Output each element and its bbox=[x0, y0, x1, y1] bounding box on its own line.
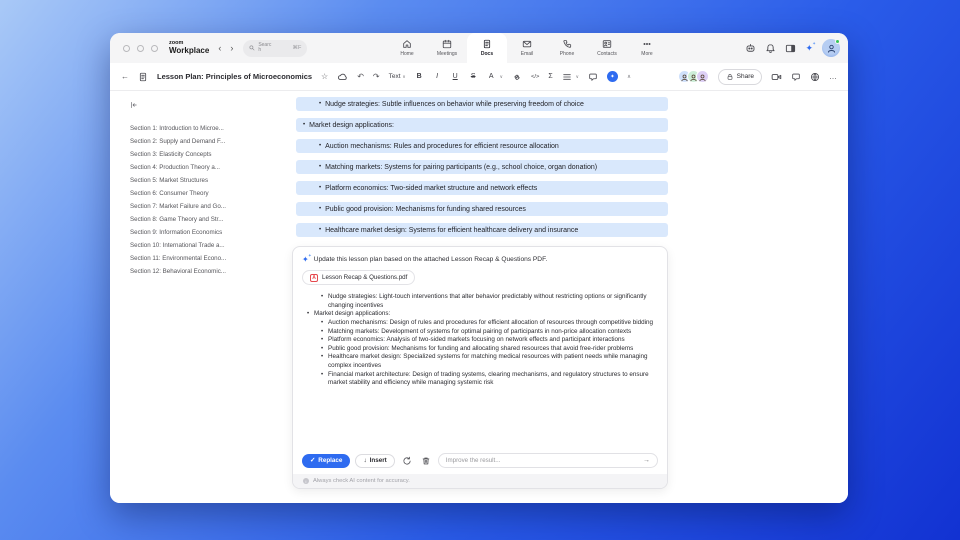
sidebar-item-section-3[interactable]: Section 3: Elasticity Concepts bbox=[130, 151, 212, 158]
replace-label: Replace bbox=[318, 457, 343, 464]
formula-sigma-button[interactable]: Σ bbox=[548, 73, 553, 80]
doc-line[interactable]: • Market design applications: bbox=[296, 118, 668, 132]
email-icon bbox=[522, 39, 532, 49]
notifications-bell-icon[interactable] bbox=[765, 43, 776, 54]
redo-icon[interactable]: ↷ bbox=[372, 71, 380, 81]
ai-companion-button[interactable]: ✦ bbox=[607, 71, 618, 82]
doc-line[interactable]: • Public good provision: Mechanisms for funding shared resources bbox=[296, 202, 668, 216]
underline-button[interactable]: U bbox=[452, 73, 458, 80]
tab-label: Email bbox=[520, 51, 534, 57]
collaborator-avatar[interactable] bbox=[696, 70, 709, 83]
zoom-workplace-window bbox=[110, 33, 848, 503]
phone-icon bbox=[562, 39, 572, 49]
tab-docs[interactable] bbox=[467, 33, 507, 63]
assistant-robot-icon[interactable] bbox=[745, 43, 756, 54]
sidebar-item-section-4[interactable]: Section 4: Production Theory a... bbox=[130, 164, 220, 171]
ai-actions-row bbox=[293, 448, 667, 474]
doc-line-text: Platform economics: Two-sided market structure and network effects bbox=[325, 184, 538, 192]
search-placeholder: Search bbox=[258, 41, 272, 53]
tab-contacts[interactable] bbox=[587, 33, 627, 63]
lock-icon bbox=[726, 73, 734, 81]
logo-zoom-text: zoom bbox=[169, 39, 184, 46]
check-icon: ✓ bbox=[310, 457, 316, 464]
home-icon bbox=[402, 39, 412, 49]
ai-sparkle-icon: ✦ ✦ bbox=[302, 253, 312, 264]
text-color-button[interactable]: A bbox=[488, 73, 494, 80]
online-status-dot bbox=[835, 39, 840, 44]
doc-line-text: Healthcare market design: Systems for efficient healthcare delivery and insurance bbox=[325, 226, 579, 234]
tab-label: More bbox=[641, 51, 653, 57]
titlebar-right-icons bbox=[745, 33, 840, 63]
ai-bullet: • Auction mechanisms: Design of rules and procedures for efficient allocation of resources through competitive bidding bbox=[321, 319, 655, 328]
tab-label: Contacts bbox=[597, 51, 617, 57]
doc-icon[interactable] bbox=[138, 72, 148, 82]
logo-workplace-text: Workplace bbox=[169, 46, 210, 56]
document-title: Lesson Plan: Principles of Microeconomics bbox=[157, 72, 313, 81]
sidebar-item-section-1[interactable]: Section 1: Introduction to Microe... bbox=[130, 125, 224, 132]
ai-bullet: • Nudge strategies: Light-touch interventions that alter behavior predictably without restricting options or significantly changing incentives bbox=[321, 293, 655, 310]
insert-label: Insert bbox=[369, 457, 387, 464]
main-nav bbox=[387, 33, 667, 63]
titlebar bbox=[110, 33, 848, 63]
doc-line-text: Nudge strategies: Subtle influences on behavior while preserving freedom of choice bbox=[325, 100, 584, 108]
send-arrow-icon[interactable]: → bbox=[643, 457, 650, 464]
text-style-menu[interactable]: Text ∨ bbox=[388, 73, 406, 80]
tab-meetings[interactable] bbox=[427, 33, 467, 63]
list-menu-caret-icon: ∨ bbox=[575, 73, 579, 79]
ai-prompt-text: Update this lesson plan based on the attached Lesson Recap & Questions PDF. bbox=[313, 256, 548, 263]
minimize-window-button[interactable] bbox=[137, 45, 144, 52]
ai-disclaimer-text: Always check AI content for accuracy. bbox=[313, 478, 410, 484]
collapse-toolbar-icon[interactable]: ∧ bbox=[626, 73, 631, 80]
doc-line[interactable]: • Platform economics: Two-sided market structure and network effects bbox=[296, 181, 668, 195]
sidebar-item-section-10[interactable]: Section 10: International Trade a... bbox=[130, 242, 225, 249]
ai-bullet: • Healthcare market design: Specialized systems for matching medical resources with patient needs while managing complex incentives bbox=[321, 353, 655, 370]
chat-icon[interactable] bbox=[791, 72, 801, 82]
ai-disclaimer-bar bbox=[293, 474, 667, 488]
doc-line-text: Auction mechanisms: Rules and procedures for efficient resource allocation bbox=[325, 142, 559, 150]
nav-forward-icon[interactable]: › bbox=[230, 43, 234, 53]
star-icon[interactable]: ☆ bbox=[321, 71, 329, 81]
search-icon bbox=[249, 45, 255, 51]
zoom-window-button[interactable] bbox=[151, 45, 158, 52]
traffic-lights bbox=[123, 45, 158, 52]
doc-line[interactable]: • Nudge strategies: Subtle influences on behavior while preserving freedom of choice bbox=[296, 97, 668, 111]
sidebar-item-section-12[interactable]: Section 12: Behavioral Economic... bbox=[130, 268, 226, 275]
ai-bullet: • Financial market architecture: Design of trading systems, clearing mechanisms, and regulatory structures to ensure market stability and efficiency while managing systemic risk bbox=[321, 371, 655, 388]
globe-icon[interactable] bbox=[810, 72, 820, 82]
sidebar-item-section-9[interactable]: Section 9: Information Economics bbox=[130, 229, 223, 236]
attachment-name: Lesson Recap & Questions.pdf bbox=[322, 274, 408, 281]
attachment-chip[interactable] bbox=[302, 270, 415, 285]
share-label: Share bbox=[736, 73, 754, 80]
trash-icon bbox=[421, 456, 431, 466]
tab-phone[interactable] bbox=[547, 33, 587, 63]
zoom-workplace-logo bbox=[169, 41, 209, 56]
more-dots-icon bbox=[642, 39, 652, 49]
tab-label: Docs bbox=[480, 51, 494, 57]
cloud-sync-icon bbox=[337, 72, 348, 81]
link-icon[interactable] bbox=[512, 72, 522, 82]
ai-prompt-row bbox=[293, 247, 667, 264]
sidebar-item-section-5[interactable]: Section 5: Market Structures bbox=[130, 177, 209, 184]
strikethrough-button[interactable]: S bbox=[470, 73, 476, 80]
tab-label: Phone bbox=[559, 51, 575, 57]
search-input[interactable] bbox=[243, 40, 307, 57]
refresh-icon bbox=[402, 456, 412, 466]
doc-line-text: Matching markets: Systems for pairing participants (e.g., school choice, organ donation) bbox=[325, 163, 598, 171]
discard-button[interactable] bbox=[419, 456, 433, 466]
doc-line[interactable]: • Healthcare market design: Systems for efficient healthcare delivery and insurance bbox=[296, 223, 668, 237]
tab-label: Meetings bbox=[436, 51, 458, 57]
replace-button[interactable] bbox=[302, 454, 350, 468]
tab-label: Home bbox=[400, 51, 414, 57]
close-window-button[interactable] bbox=[123, 45, 130, 52]
doc-line-text: Market design applications: bbox=[309, 121, 394, 129]
ai-companion-panel bbox=[292, 246, 668, 489]
tab-email[interactable] bbox=[507, 33, 547, 63]
text-color-caret-icon: ∨ bbox=[499, 73, 503, 79]
doc-line[interactable]: • Matching markets: Systems for pairing participants (e.g., school choice, organ donation) bbox=[296, 160, 668, 174]
regenerate-button[interactable] bbox=[400, 456, 414, 466]
docs-icon bbox=[482, 39, 492, 49]
ai-bullet: • Public good provision: Mechanisms for funding and allocating shared resources that avoid free-rider problems bbox=[321, 345, 655, 354]
info-icon: i bbox=[303, 478, 309, 484]
toolbar-more-icon[interactable]: … bbox=[829, 71, 837, 81]
list-menu-icon[interactable] bbox=[562, 72, 572, 82]
pdf-icon: A bbox=[310, 274, 318, 282]
tab-more[interactable] bbox=[627, 33, 667, 63]
video-camera-icon[interactable] bbox=[771, 72, 782, 82]
ai-bullet: • Platform economics: Analysis of two-sided markets focusing on network effects and participant interactions bbox=[321, 336, 655, 345]
italic-button[interactable]: I bbox=[436, 73, 439, 80]
back-icon[interactable]: ← bbox=[121, 71, 129, 81]
down-arrow-icon: ↓ bbox=[363, 457, 367, 464]
side-panel-toggle-icon[interactable] bbox=[785, 43, 796, 54]
sidebar-item-section-2[interactable]: Section 2: Supply and Demand F... bbox=[130, 138, 226, 145]
sidebar-item-section-7[interactable]: Section 7: Market Failure and Go... bbox=[130, 203, 226, 210]
tab-home[interactable] bbox=[387, 33, 427, 63]
improve-input-wrap bbox=[438, 453, 658, 468]
bold-button[interactable]: B bbox=[416, 73, 422, 80]
nav-back-icon[interactable]: ‹ bbox=[218, 43, 222, 53]
doc-line-text: Public good provision: Mechanisms for funding shared resources bbox=[325, 205, 526, 213]
document-toolbar bbox=[110, 63, 848, 91]
collaborator-avatars bbox=[678, 70, 709, 83]
user-avatar[interactable] bbox=[822, 39, 840, 57]
doc-line[interactable]: • Auction mechanisms: Rules and procedures for efficient resource allocation bbox=[296, 139, 668, 153]
outline-sidebar bbox=[130, 101, 282, 278]
code-button[interactable]: </> bbox=[530, 73, 540, 80]
contacts-icon bbox=[602, 39, 612, 49]
calendar-icon bbox=[442, 39, 452, 49]
search-shortcut: ⌘F bbox=[292, 45, 302, 51]
ai-companion-sparkle-icon[interactable]: ✦ ✦ bbox=[805, 40, 816, 53]
sidebar-item-section-11[interactable]: Section 11: Environmental Econo... bbox=[130, 255, 227, 262]
ai-response-body bbox=[293, 285, 667, 448]
sidebar-item-section-6[interactable]: Section 6: Consumer Theory bbox=[130, 190, 209, 197]
insert-button[interactable] bbox=[355, 454, 394, 468]
sidebar-item-section-8[interactable]: Section 8: Game Theory and Str... bbox=[130, 216, 224, 223]
share-button[interactable] bbox=[718, 69, 762, 85]
ai-bullet: • Market design applications: bbox=[307, 310, 655, 319]
ai-bullet: • Matching markets: Development of systems for optimal pairing of participants in non-price allocation contexts bbox=[321, 328, 655, 337]
undo-icon[interactable]: ↶ bbox=[357, 71, 364, 81]
document-body bbox=[110, 91, 848, 503]
collapse-sidebar-icon[interactable] bbox=[130, 101, 138, 109]
document-content bbox=[296, 97, 668, 244]
comment-icon[interactable] bbox=[588, 72, 598, 82]
improve-input[interactable] bbox=[446, 457, 639, 464]
